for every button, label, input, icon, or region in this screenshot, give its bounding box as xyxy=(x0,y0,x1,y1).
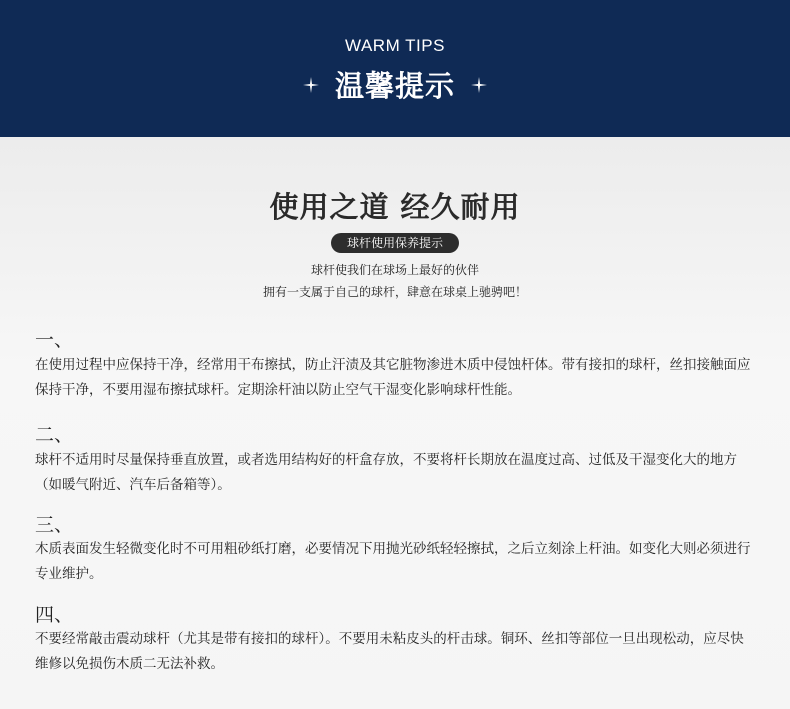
section-3-text: 木质表面发生轻微变化时不可用粗砂纸打磨，必要情况下用抛光砂纸轻轻擦拭，之后立刻涂上杆油。如变化大则必须进行专业维护。 xyxy=(35,541,751,582)
section-3-number: 三、 xyxy=(35,514,74,536)
main-title: 使用之道 经久耐用 xyxy=(269,190,521,224)
sparkle-right-icon xyxy=(471,77,487,93)
badge-wrapper xyxy=(0,232,790,253)
intro-line-2: 拥有一支属于自己的球杆，肆意在球桌上驰骋吧！ xyxy=(262,285,527,299)
section-2-text: 球杆不适用时尽量保持垂直放置，或者选用结构好的杆盒存放，不要将杆长期放在温度过高、过低及干湿变化大的地方（如暖气附近、汽车后备箱等）。 xyxy=(35,452,737,493)
content-area xyxy=(0,137,790,709)
header-banner xyxy=(0,0,790,137)
section-1-text: 在使用过程中应保持干净，经常用干布擦拭，防止汗渍及其它脏物渗进木质中侵蚀杆体。带有接扣的球杆，丝扣接触面应保持干净，不要用湿布擦拭球杆。定期涂杆油以防止空气干湿变化影响球杆性能。 xyxy=(35,357,751,398)
sparkle-left-icon xyxy=(303,77,319,93)
intro-line-1: 球杆使我们在球场上最好的伙伴 xyxy=(310,263,479,277)
care-tips-badge: 球杆使用保养提示 xyxy=(331,233,459,253)
section-1-number: 一、 xyxy=(35,329,74,351)
intro-text xyxy=(0,259,790,303)
banner-english-title: WARM TIPS xyxy=(345,36,445,55)
banner-chinese-title: 温馨提示 xyxy=(334,69,455,103)
banner-chinese-row xyxy=(0,64,790,105)
section-4-number: 四、 xyxy=(35,604,74,626)
section-4-text: 不要经常敲击震动球杆（尤其是带有接扣的球杆）。不要用未粘皮头的杆击球。铜环、丝扣等部位一旦出现松动，应尽快维修以免损伤木质二无法补救。 xyxy=(35,631,744,672)
section-2-number: 二、 xyxy=(35,424,74,446)
